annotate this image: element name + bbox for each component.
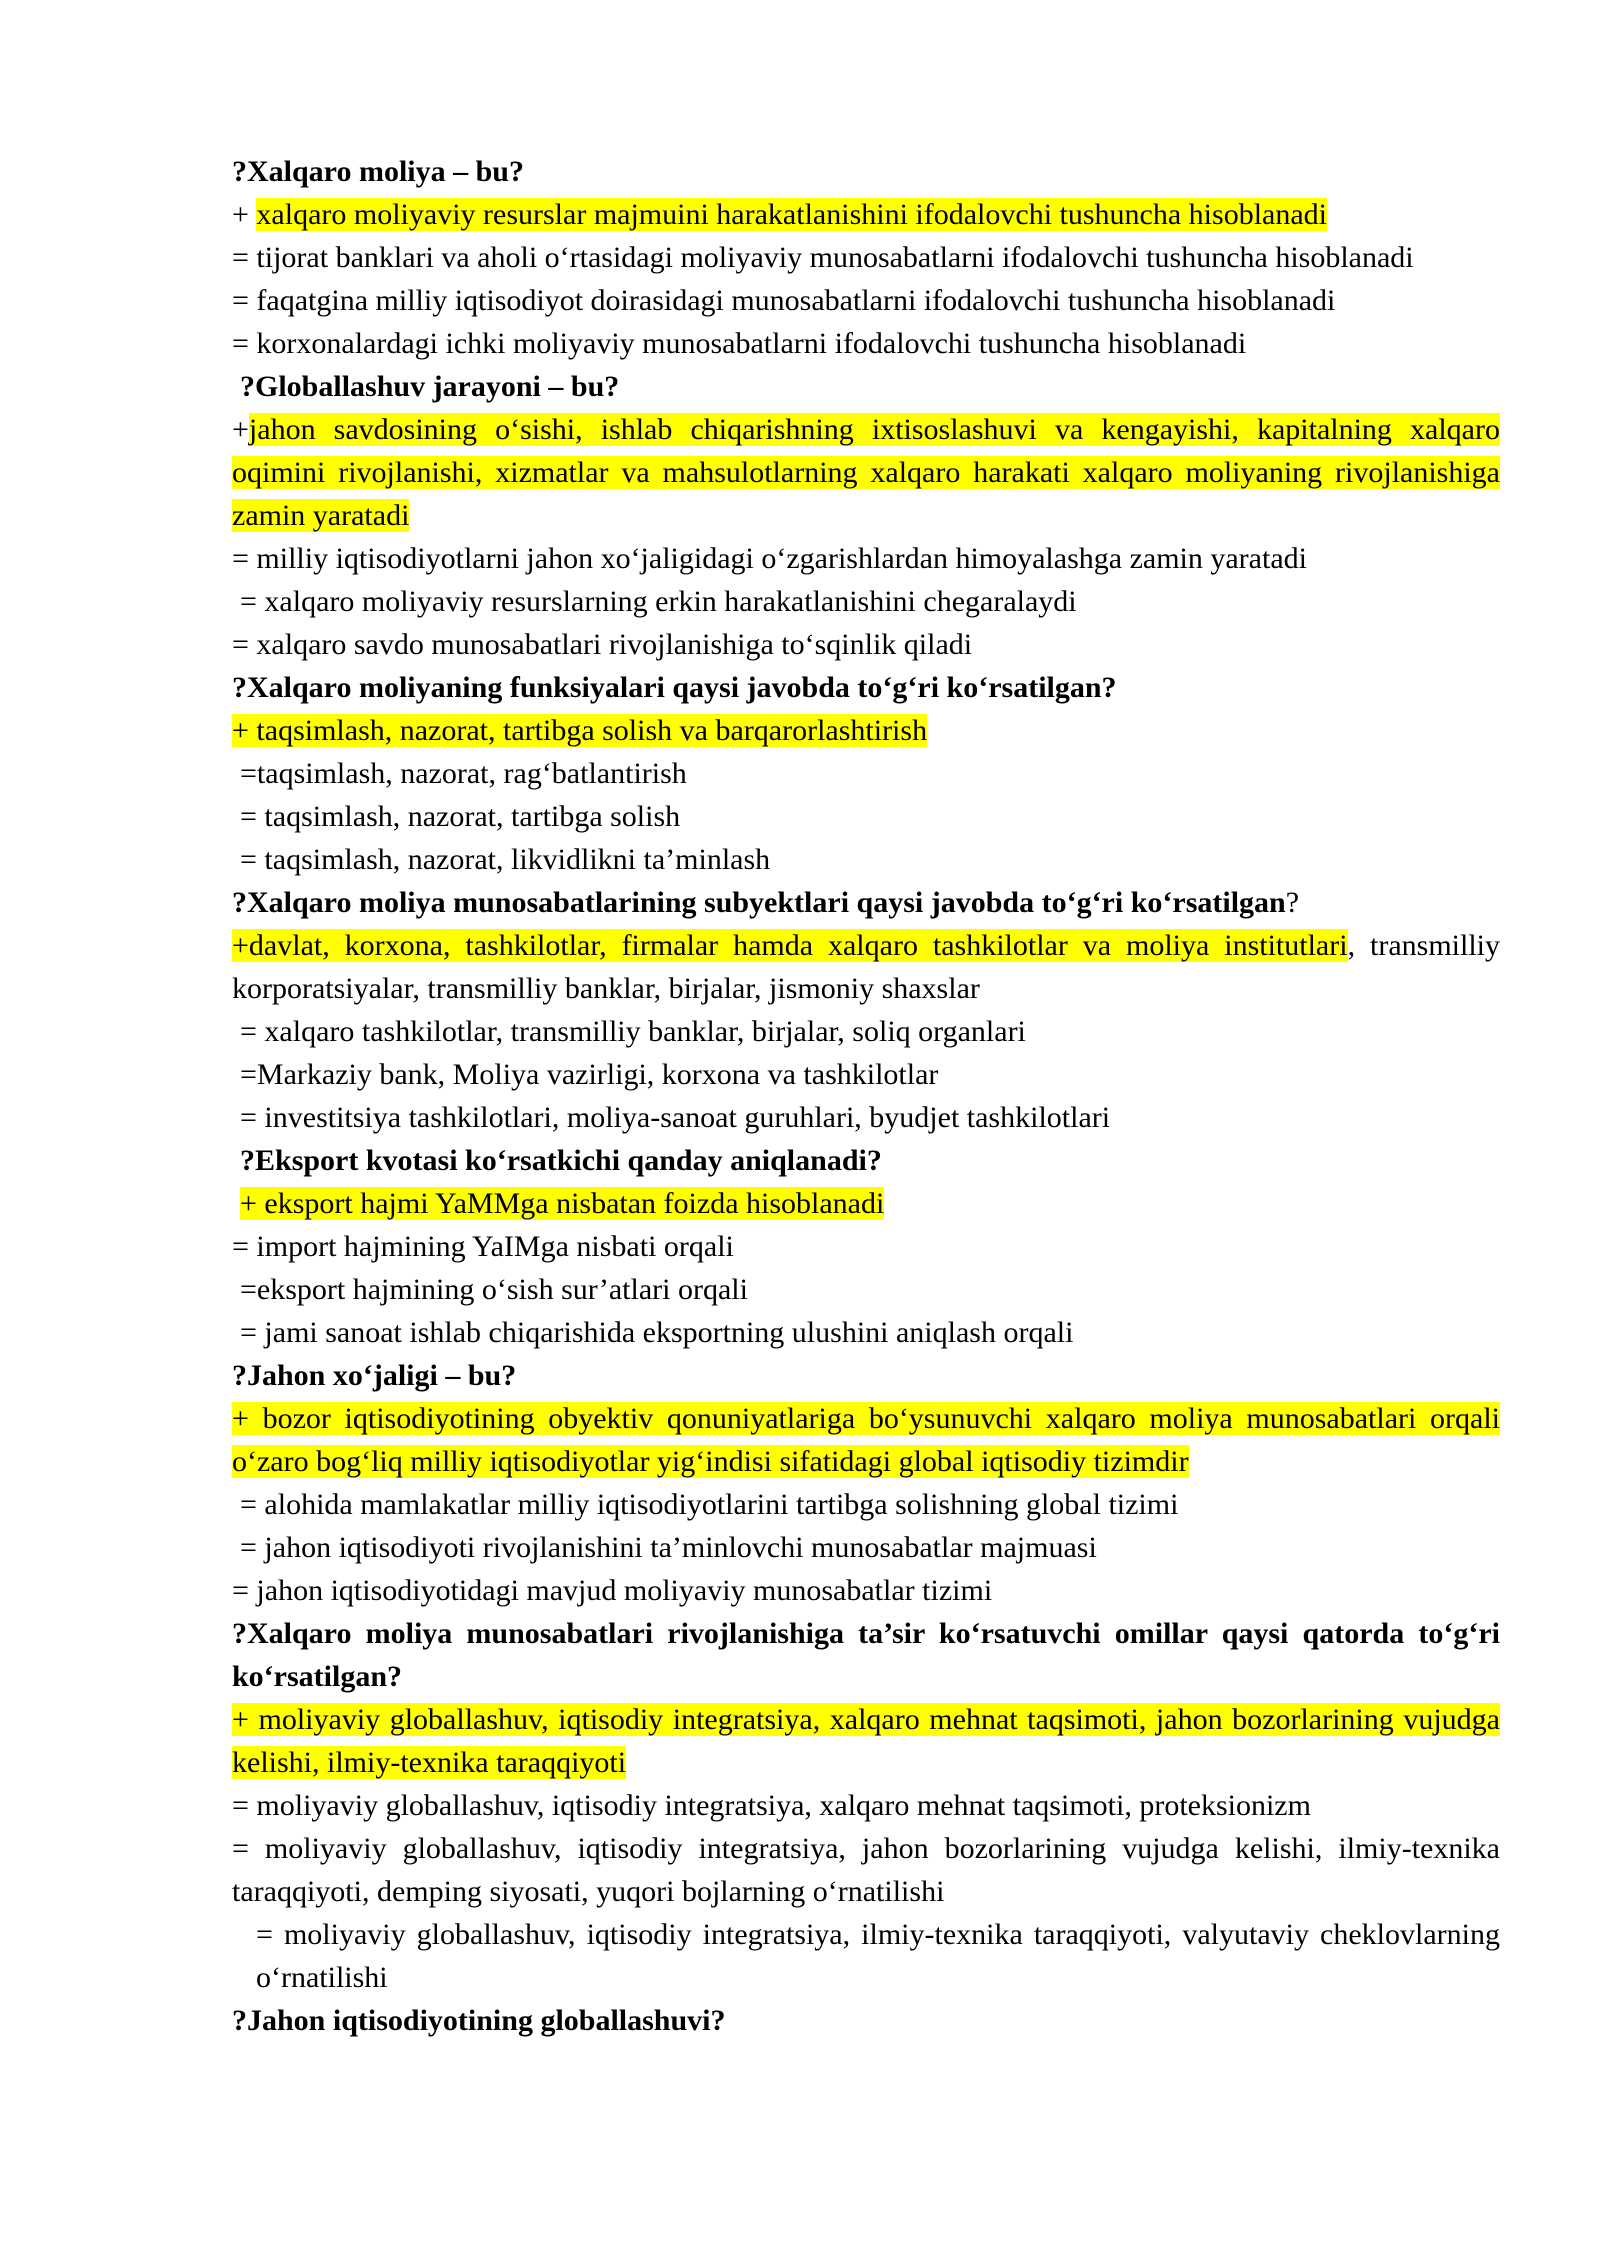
answer-1-wrong-2: = faqatgina milliy iqtisodiyot doirasidagi munosabatlarni ifodalovchi tushuncha hisoblanadi xyxy=(232,284,1336,317)
answer-3-wrong-2: = taqsimlash, nazorat, tartibga solish xyxy=(240,800,681,833)
correct-highlight: + bozor iqtisodiyotining obyektiv qonuniyatlariga bo‘ysunuvchi xalqaro moliya munosabatlari orqali o‘zaro bog‘liq milliy iqtisodiyotlar yig‘indisi sifatidagi global iqtisodiy tizimdir xyxy=(232,1402,1500,1478)
answer-1-correct: + xalqaro moliyaviy resurslar majmuini harakatlanishini ifodalovchi tushuncha hisoblanadi xyxy=(232,198,1327,231)
question-3: ?Xalqaro moliyaning funksiyalari qaysi javobda to‘g‘ri ko‘rsatilgan? xyxy=(232,671,1117,704)
answer-2-wrong-3: = xalqaro savdo munosabatlari rivojlanishiga to‘sqinlik qiladi xyxy=(232,628,973,661)
answer-5-wrong-2: =eksport hajmining o‘sish sur’atlari orqali xyxy=(240,1273,748,1306)
question-6: ?Jahon xo‘jaligi – bu? xyxy=(232,1359,517,1392)
answer-7-wrong-3: = moliyaviy globallashuv, iqtisodiy integratsiya, ilmiy-texnika taraqqiyoti, valyutaviy cheklovlarning o‘rnatilishi xyxy=(256,1918,1500,1994)
correct-highlight: + moliyaviy globallashuv, iqtisodiy integratsiya, xalqaro mehnat taqsimoti, jahon bozorlarining vujudga kelishi, ilmiy-texnika taraqqiyoti xyxy=(232,1703,1500,1779)
answer-2-correct: +jahon savdosining o‘sishi, ishlab chiqarishning ixtisoslashuvi va kengayishi, kapitalning xalqaro oqimini rivojlanishi, xizmatlar va mahsulotlarning xalqaro harakati xalqaro moliyaning rivojlanishiga zamin yaratadi xyxy=(232,413,1500,532)
correct-highlight: xalqaro moliyaviy resurslar majmuini harakatlanishini ifodalovchi tushuncha hisoblanadi xyxy=(256,198,1327,231)
answer-3-wrong-3: = taqsimlash, nazorat, likvidlikni ta’minlash xyxy=(240,843,771,876)
answer-7-wrong-2: = moliyaviy globallashuv, iqtisodiy integratsiya, jahon bozorlarining vujudga kelishi, ilmiy-texnika taraqqiyoti, demping siyosati, yuqori bojlarning o‘rnatilishi xyxy=(232,1832,1500,1908)
answer-2-wrong-1: = milliy iqtisodiyotlarni jahon xo‘jaligidagi o‘zgarishlardan himoyalashga zamin yaratadi xyxy=(232,542,1307,575)
question-2: ?Globallashuv jarayoni – bu? xyxy=(240,370,620,403)
question-4 xyxy=(232,881,1500,924)
question-8: ?Jahon iqtisodiyotining globallashuvi? xyxy=(232,2004,726,2037)
correct-highlight: + taqsimlash, nazorat, tartibga solish va barqarorlashtirish xyxy=(232,714,928,747)
answer-5-correct xyxy=(232,1182,1500,1225)
answer-7-correct xyxy=(232,1698,1500,1784)
answer-3-correct xyxy=(232,709,1500,752)
answer-3-wrong-1: =taqsimlash, nazorat, rag‘batlantirish xyxy=(240,757,687,790)
correct-highlight: + eksport hajmi YaMMga nisbatan foizda hisoblanadi xyxy=(240,1187,885,1220)
question-1: ?Xalqaro moliya – bu? xyxy=(232,155,524,188)
answer-4-correct xyxy=(232,924,1500,1010)
answer-4-wrong-2: =Markaziy bank, Moliya vazirligi, korxona va tashkilotlar xyxy=(240,1058,939,1091)
answer-2-wrong-2: = xalqaro moliyaviy resurslarning erkin harakatlanishini chegaralaydi xyxy=(240,585,1077,618)
answer-6-correct xyxy=(232,1397,1500,1483)
answer-6-wrong-1: = alohida mamlakatlar milliy iqtisodiyotlarini tartibga solishning global tizimi xyxy=(240,1488,1179,1521)
question-4-text: ?Xalqaro moliya munosabatlarining subyektlari qaysi javobda to‘g‘ri ko‘rsatilgan xyxy=(232,886,1286,919)
answer-6-wrong-2: = jahon iqtisodiyoti rivojlanishini ta’minlovchi munosabatlar majmuasi xyxy=(240,1531,1097,1564)
question-4-mark: ? xyxy=(1285,886,1300,919)
answer-1-wrong-1: = tijorat banklari va aholi o‘rtasidagi moliyaviy munosabatlarni ifodalovchi tushuncha hisoblanadi xyxy=(232,241,1414,274)
correct-highlight: jahon savdosining o‘sishi, ishlab chiqarishning ixtisoslashuvi va kengayishi, kapitalning xalqaro oqimini rivojlanishi, xizmatlar va mahsulotlarning xalqaro harakati xalqaro moliyaning rivojlanishiga zamin yaratadi xyxy=(232,413,1500,532)
question-7: ?Xalqaro moliya munosabatlari rivojlanishiga ta’sir ko‘rsatuvchi omillar qaysi qatorda to‘g‘ri ko‘rsatilgan? xyxy=(232,1617,1500,1693)
answer-4-correct-tail: , transmilliy korporatsiyalar, transmilliy banklar, birjalar, jismoniy shaxslar xyxy=(232,929,1500,1005)
correct-highlight: +davlat, korxona, tashkilotlar, firmalar hamda xalqaro tashkilotlar va moliya institutlari xyxy=(232,929,1348,962)
answer-4-wrong-1: = xalqaro tashkilotlar, transmilliy banklar, birjalar, soliq organlari xyxy=(240,1015,1026,1048)
answer-6-wrong-3: = jahon iqtisodiyotidagi mavjud moliyaviy munosabatlar tizimi xyxy=(232,1574,993,1607)
answer-5-wrong-3: = jami sanoat ishlab chiqarishida eksportning ulushini aniqlash orqali xyxy=(240,1316,1074,1349)
document-page xyxy=(232,150,1500,2042)
answer-7-wrong-1: = moliyaviy globallashuv, iqtisodiy integratsiya, xalqaro mehnat taqsimoti, proteksionizm xyxy=(232,1789,1311,1822)
answer-5-wrong-1: = import hajmining YaIMga nisbati orqali xyxy=(232,1230,734,1263)
answer-1-wrong-3: = korxonalardagi ichki moliyaviy munosabatlarni ifodalovchi tushuncha hisoblanadi xyxy=(232,327,1247,360)
answer-4-wrong-3: = investitsiya tashkilotlari, moliya-sanoat guruhlari, byudjet tashkilotlari xyxy=(240,1101,1111,1134)
question-5: ?Eksport kvotasi ko‘rsatkichi qanday aniqlanadi? xyxy=(240,1144,882,1177)
